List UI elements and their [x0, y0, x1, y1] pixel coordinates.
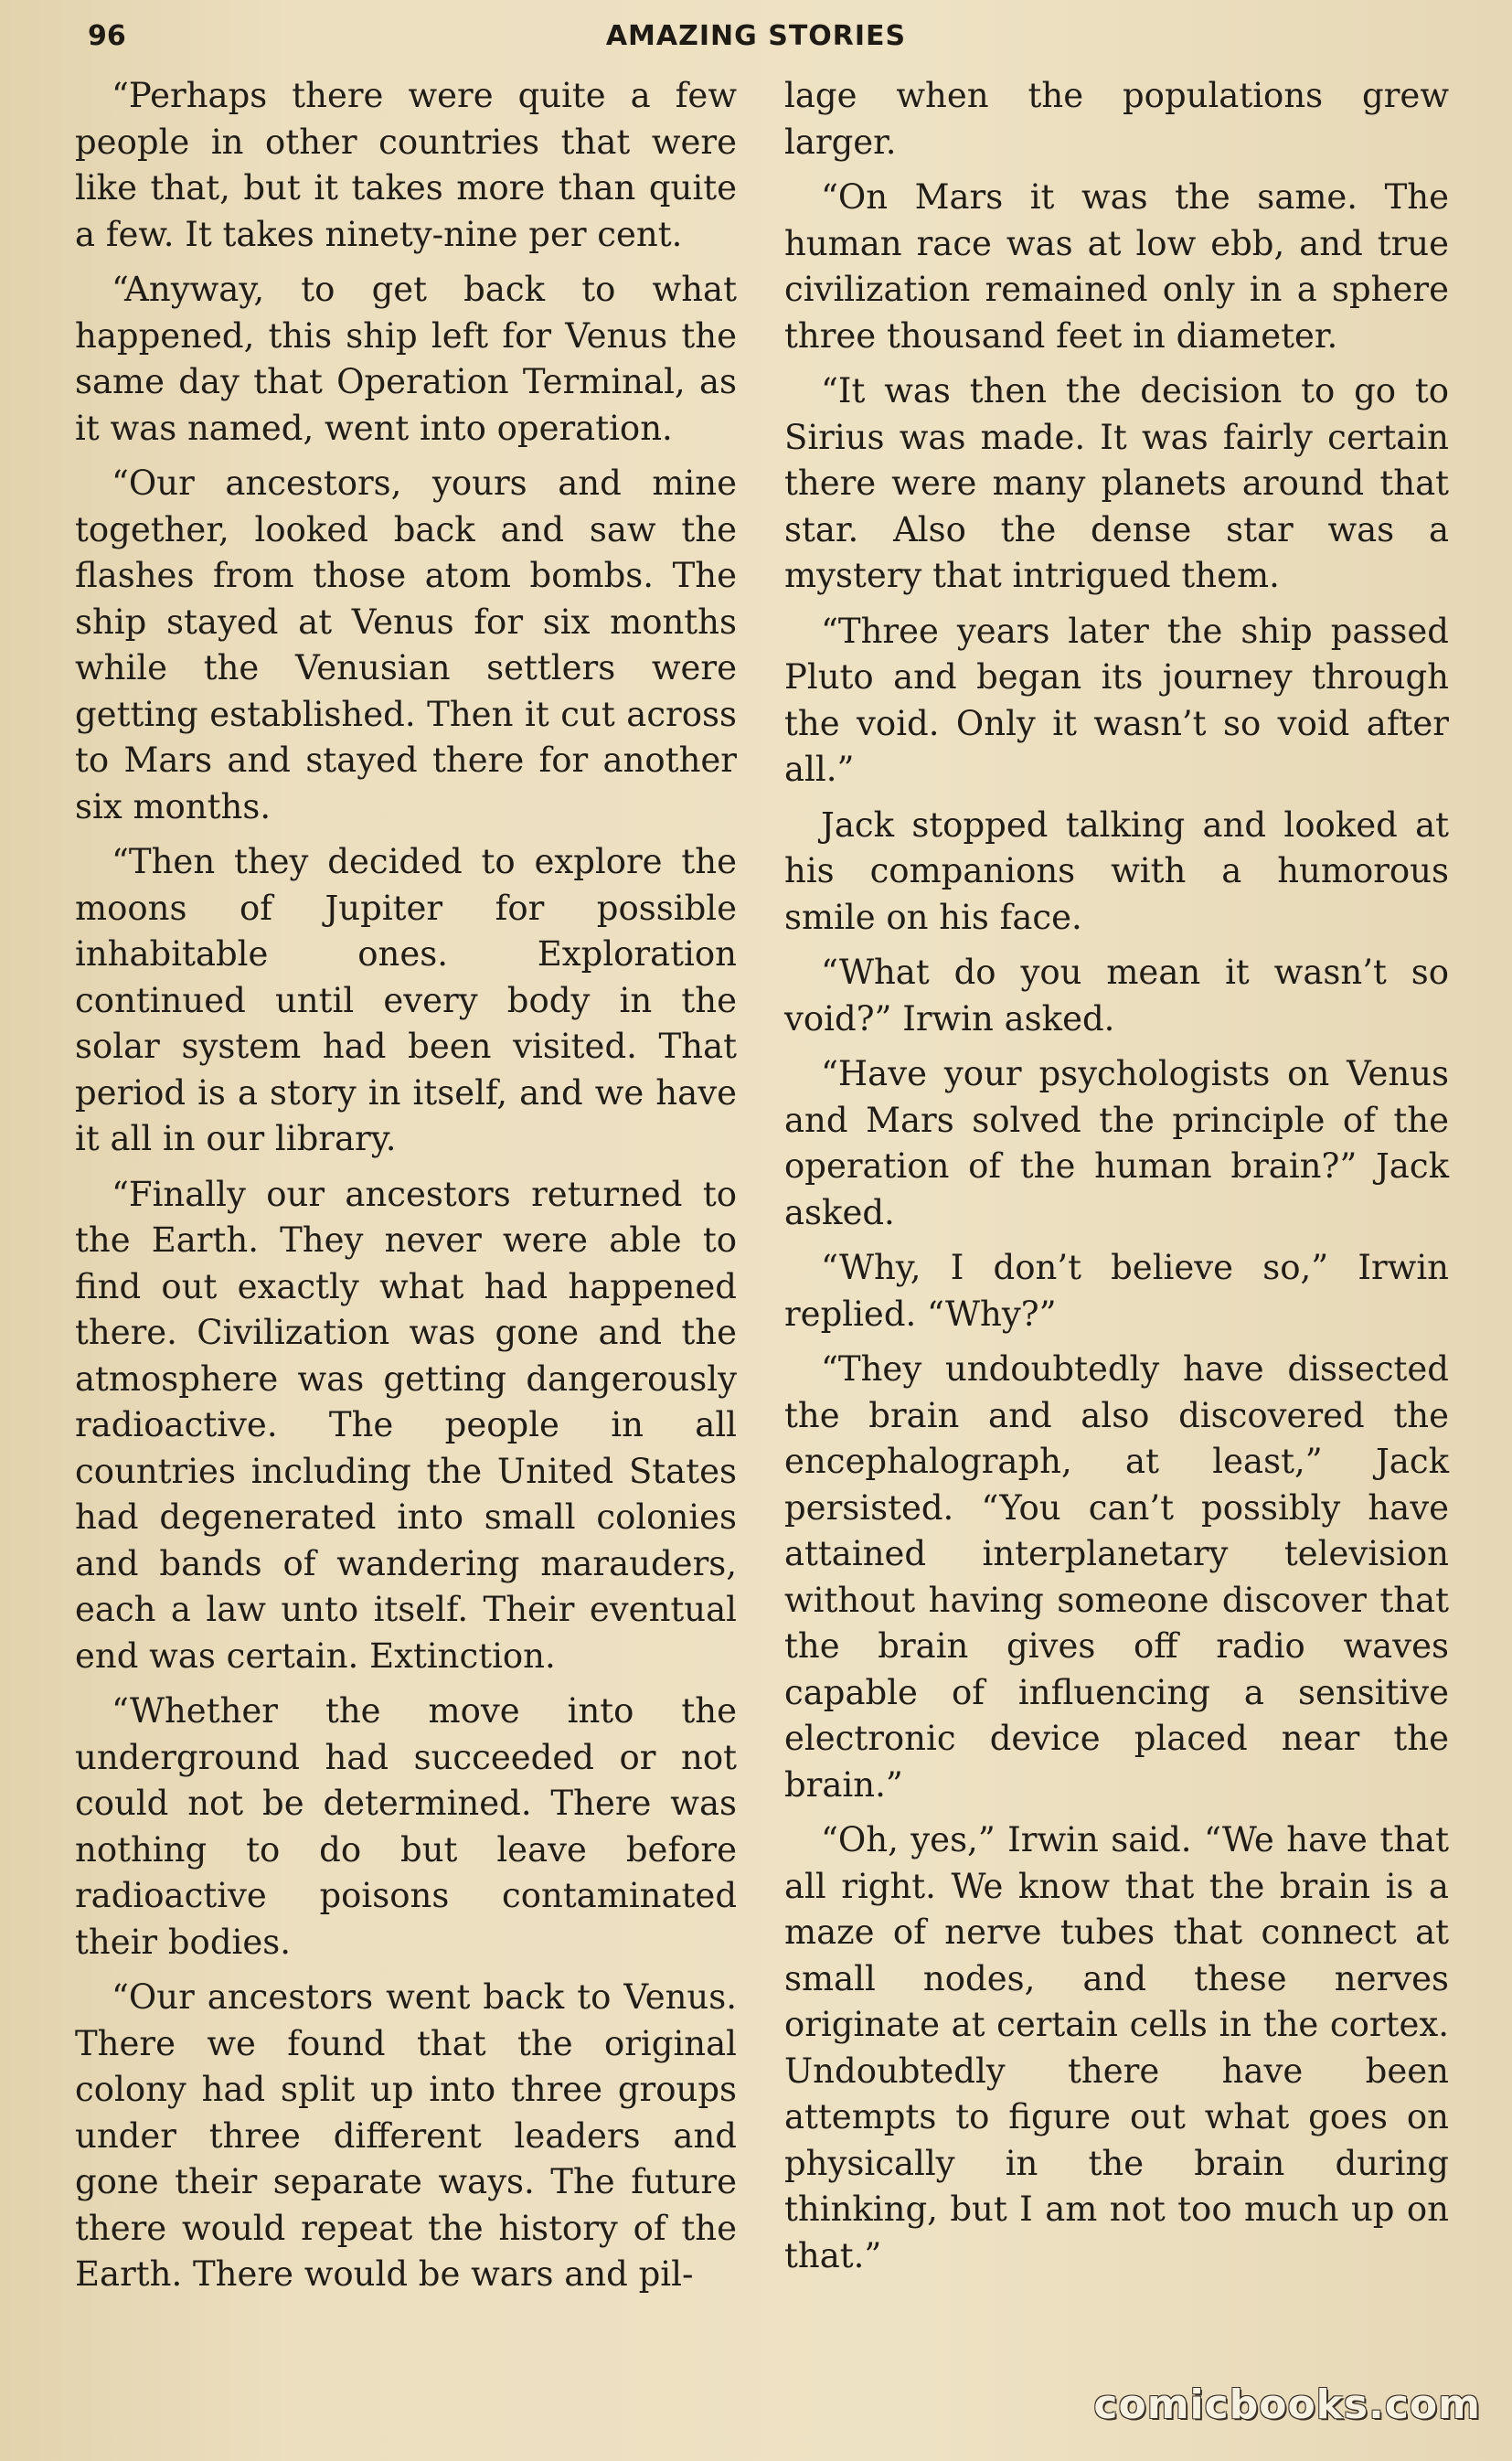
- paragraph: “It was then the decision to go to Sirius was made. It was fairly certain there were many planets around that star. Also the dense star was a mystery that intrigued them.: [784, 371, 1449, 595]
- paragraph: “Our ancestors, yours and mine together, looked back and saw the flashes from those atom bombs. The ship stayed at Venus for six months while the Venusian settlers were getting established. Then it cut across to Mars and stayed there for another six months.: [75, 463, 737, 826]
- paragraph: “Anyway, to get back to what happened, this ship left for Venus the same day that Operation Terminal, as it was named, went into operation.: [75, 270, 737, 448]
- paragraph: Jack stopped talking and looked at his companions with a humorous smile on his face.: [784, 804, 1449, 937]
- page-number: 96: [88, 20, 126, 52]
- paragraph: “Finally our ancestors returned to the Earth. They never were able to find out exactly what had happened there. Civilization was gone and the atmosphere was getting dangerously radioactive. The people in all countries including the United States had degenerated into small colonies and bands of wandering marauders, each a law unto itself. Their eventual end was certain. Extinction.: [75, 1174, 737, 1676]
- right-column: [784, 73, 1449, 2288]
- paragraph: “What do you mean it wasn’t so void?” Irwin asked.: [784, 953, 1449, 1039]
- paragraph: “Then they decided to explore the moons of Jupiter for possible inhabitable ones. Exploration continued until every body in the solar system had been visited. That period is a story in itself, and we have it all in our library.: [75, 842, 737, 1158]
- paragraph: “They undoubtedly have dissected the brain and also discovered the encephalograph, at least,” Jack persisted. “You can’t possibly have attained interplanetary television without having someone discover that the brain gives off radio waves capable of influencing a sensitive electronic device placed near the brain.”: [784, 1349, 1449, 1805]
- paragraph: “Three years later the ship passed Pluto and began its journey through the void. Only it wasn’t so void after all.”: [784, 611, 1449, 789]
- page-header: [79, 18, 1433, 59]
- paragraph: “Have your psychologists on Venus and Mars solved the principle of the operation of the human brain?” Jack asked.: [784, 1054, 1449, 1232]
- running-title: AMAZING STORIES: [605, 20, 907, 52]
- paragraph-continuation: lage when the populations grew larger.: [784, 76, 1449, 162]
- paragraph: “Perhaps there were quite a few people in other countries that were like that, but it takes more than quite a few. It takes ninety-nine per cent.: [75, 76, 737, 254]
- paragraph: “Our ancestors went back to Venus. There we found that the original colony had split up into three groups under three different leaders and gone their separate ways. The future there would repeat the history of the Earth. There would be wars and pil-: [75, 1977, 737, 2294]
- left-column: [75, 73, 737, 2307]
- paragraph: “Why, I don’t believe so,” Irwin replied. “Why?”: [784, 1248, 1449, 1334]
- paragraph: “On Mars it was the same. The human race was at low ebb, and true civilization remained only in a sphere three thousand feet in diameter.: [784, 177, 1449, 356]
- paragraph: “Whether the move into the underground had succeeded or not could not be determined. There was nothing to do but leave before radioactive poisons contaminated their bodies.: [75, 1691, 737, 1962]
- paragraph: “Oh, yes,” Irwin said. “We have that all right. We know that the brain is a maze of nerve tubes that connect at small nodes, and these nerves originate at certain cells in the cortex. Undoubtedly there have been attempts to figure out what goes on physically in the brain during thinking, but I am not too much up on that.”: [784, 1820, 1449, 2275]
- watermark: comicbooks.com: [1093, 2381, 1481, 2428]
